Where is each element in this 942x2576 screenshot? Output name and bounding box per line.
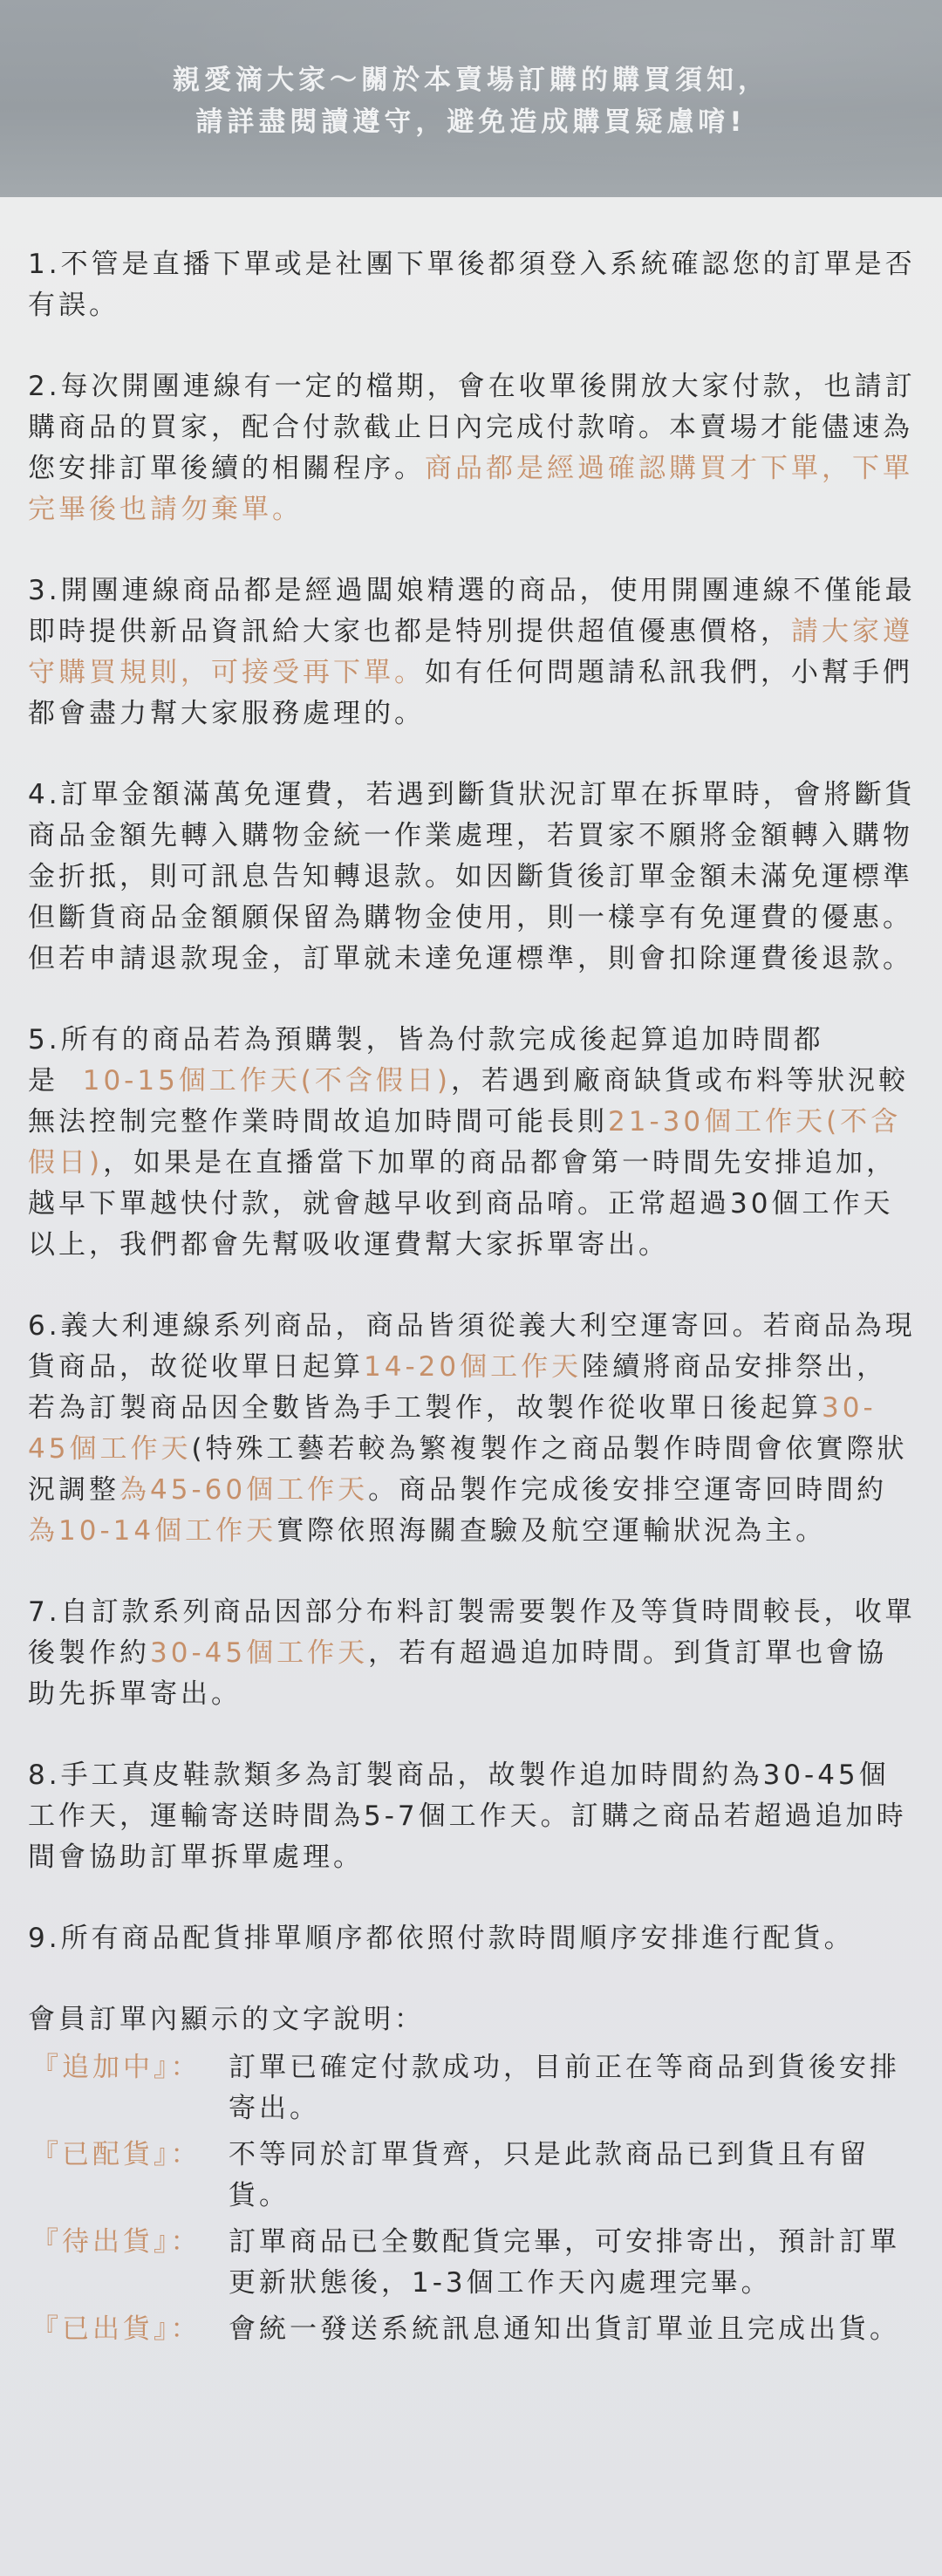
legend-term: 『已出貨』： <box>31 2313 201 2345</box>
notice-item-9 <box>28 1918 918 1959</box>
notice-6-highlight-c: 為45-60個工作天 <box>119 1474 369 1506</box>
notice-item-7 <box>28 1592 918 1715</box>
notice-6-text-e: 實際依照海關查驗及航空運輸狀況為主。 <box>276 1515 827 1547</box>
legend-term: 『追加中』： <box>31 2052 201 2083</box>
legend-desc: 會統一發送系統訊息通知出貨訂單並且完成出貨。 <box>229 2313 900 2345</box>
legend-desc: 訂單商品已全數配貨完畢，可安排寄出，預計訂單更新狀態後，1-3個工作天內處理完畢。 <box>229 2226 900 2299</box>
notice-item-6 <box>28 1306 918 1552</box>
legend-item-awaiting-shipment <box>28 2222 918 2304</box>
notice-6-text-c: (特殊工藝若較為繁複製作之商品製作時間會依實際狀況調整 <box>28 1433 908 1506</box>
header-banner <box>0 0 942 197</box>
legend-term: 『待出貨』： <box>31 2226 201 2258</box>
notice-content <box>0 197 942 2576</box>
legend-item-shipped <box>28 2309 918 2350</box>
notice-4-text: 4.訂單金額滿萬免運費，若遇到斷貨狀況訂單在拆單時，會將斷貨商品金額先轉入購物金統一作業處理，若買家不願將金額轉入購物金折抵，則可訊息告知轉退款。如因斷貨後訂單金額未滿免運標準但斷貨商品金額願保留為購物金使用，則一樣享有免運費的優惠。但若申請退款現金，訂單就未達免運標準，則會扣除運費後退款。 <box>28 779 916 974</box>
legend-item-allocated <box>28 2135 918 2217</box>
notice-5-text-a: 5.所有的商品若為預購製，皆為付款完成後起算追加時間都是 <box>28 1024 824 1097</box>
notice-list <box>28 244 918 2355</box>
notice-7-text-a: 7.自訂款系列商品因部分布料訂製需要製作及等貨時間較長，收單後製作約 <box>28 1596 916 1669</box>
notice-2-highlight: 商品都是經過確認購買才下單，下單完畢後也請勿棄單。 <box>28 453 913 525</box>
notice-item-1 <box>28 244 918 326</box>
notice-6-highlight-a: 14-20個工作天 <box>364 1351 583 1383</box>
notice-6-text-a: 6.義大利連線系列商品，商品皆須從義大利空運寄回。若商品為現貨商品，故從收單日起算 <box>28 1310 916 1383</box>
legend-term: 『已配貨』： <box>31 2139 201 2170</box>
notice-7-text-b: ，若有超過追加時間。到貨訂單也會協助先拆單寄出。 <box>28 1637 888 1710</box>
notice-item-5 <box>28 1020 918 1266</box>
order-status-legend <box>28 1999 918 2350</box>
notice-3-text-a: 3.開團連線商品都是經過闆娘精選的商品，使用開團連線不僅能最即時提供新品資訊給大家也都是特別提供超值優惠價格， <box>28 575 916 647</box>
legend-desc: 不等同於訂單貨齊，只是此款商品已到貨且有留貨。 <box>229 2139 870 2211</box>
header-title-line-2: 請詳盡閱讀遵守，避免造成購買疑慮唷! <box>195 106 747 138</box>
notice-6-text-d: 。商品製作完成後安排空運寄回時間約 <box>368 1474 888 1506</box>
notice-5-highlight-a: 10-15個工作天(不含假日) <box>82 1065 451 1097</box>
notice-5-highlight-b: 21-30個工作天(不含假日) <box>28 1106 902 1179</box>
notice-5-text-c: ，如果是在直播當下加單的商品都會第一時間先安排追加，越早下單越快付款，就會越早收到商品唷。正常超過30個工作天以上，我們都會先幫吸收運費幫大家拆單寄出。 <box>28 1147 898 1261</box>
notice-item-2 <box>28 366 918 530</box>
header-title-line-1: 親愛滴大家～關於本賣場訂購的購買須知， <box>173 65 769 96</box>
notice-item-3 <box>28 571 918 735</box>
notice-item-8 <box>28 1755 918 1878</box>
notice-item-4 <box>28 775 918 980</box>
legend-title: 會員訂單內顯示的文字說明： <box>28 2004 425 2035</box>
notice-1-text: 1.不管是直播下單或是社團下單後都須登入系統確認您的訂單是否有誤。 <box>28 249 916 321</box>
legend-desc: 訂單已確定付款成功，目前正在等商品到貨後安排寄出。 <box>229 2052 900 2124</box>
notice-3-highlight: 請大家遵守購買規則，可接受再下單。 <box>28 616 913 688</box>
notice-9-text: 9.所有商品配貨排單順序都依照付款時間順序安排進行配貨。 <box>28 1923 855 1954</box>
notice-6-text-b: 陸續將商品安排祭出，若為訂製商品因全數皆為手工製作，故製作從收單日後起算 <box>28 1351 888 1424</box>
notice-6-highlight-b: 30-45個工作天 <box>28 1392 877 1465</box>
notice-2-text: 2.每次開團連線有一定的檔期，會在收單後開放大家付款，也請訂購商品的買家，配合付款截止日內完成付款唷。本賣場才能儘速為您安排訂單後續的相關程序。 <box>28 371 916 484</box>
notice-3-text-b: 如有任何問題請私訊我們，小幫手們都會盡力幫大家服務處理的。 <box>28 657 913 729</box>
notice-8-text: 8.手工真皮鞋款類多為訂製商品，故製作追加時間約為30-45個工作天，運輸寄送時間為5-7個工作天。訂購之商品若超過追加時間會協助訂單拆單處理。 <box>28 1759 907 1873</box>
legend-item-adding <box>28 2047 918 2129</box>
notice-7-highlight: 30-45個工作天 <box>150 1637 369 1669</box>
notice-6-highlight-d: 為10-14個工作天 <box>28 1515 277 1547</box>
notice-5-text-b: ，若遇到廠商缺貨或布料等狀況較無法控制完整作業時間故追加時間可能長則 <box>28 1065 909 1138</box>
